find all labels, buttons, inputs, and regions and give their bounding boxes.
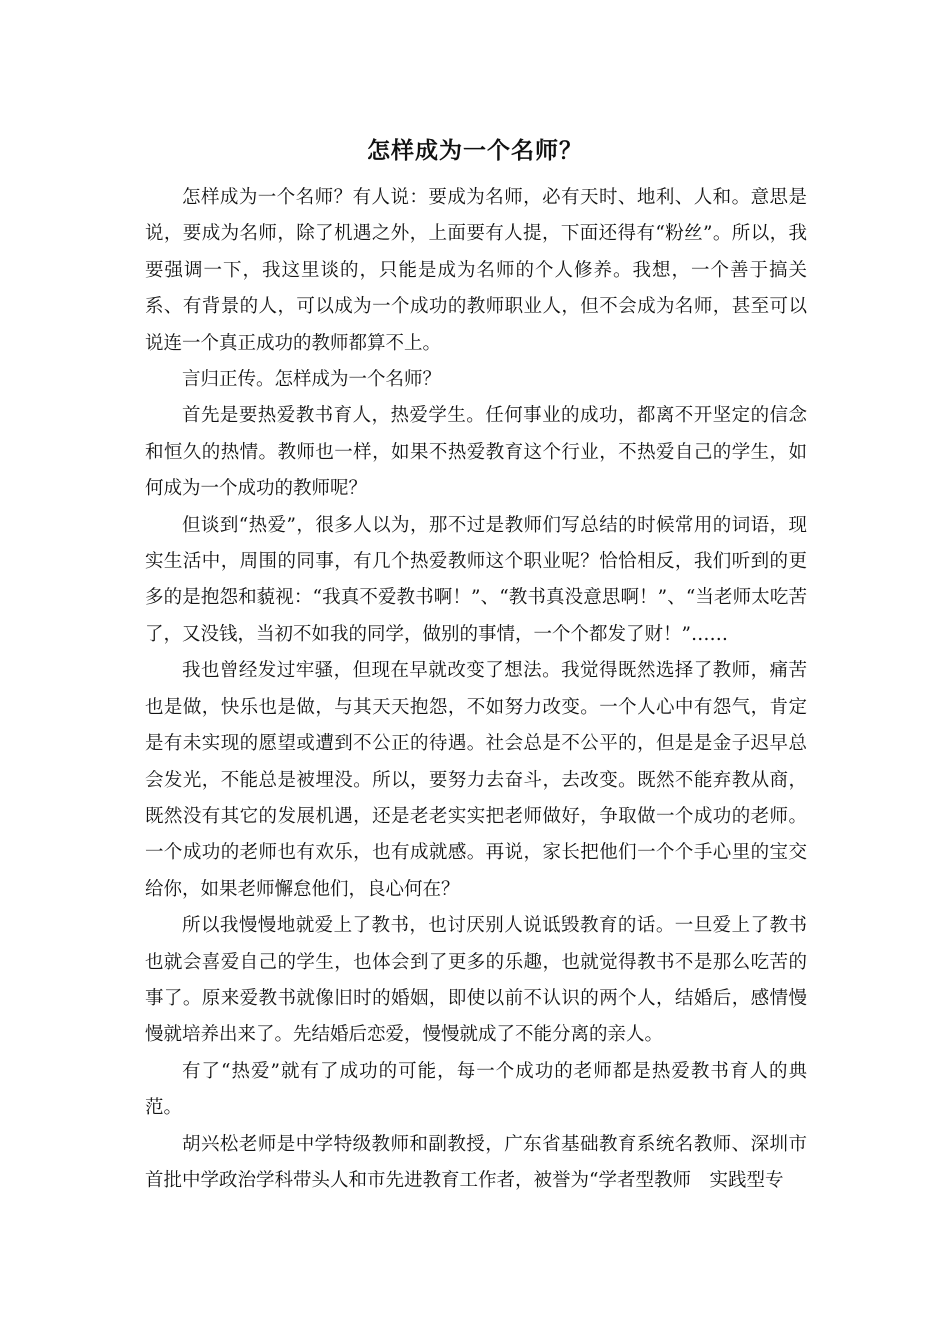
paragraph: 胡兴松老师是中学特级教师和副教授，广东省基础教育系统名教师、深圳市首批中学政治学科带头人和市先进教育工作者，被誉为“学者型教师 实践型专: [145, 1133, 807, 1191]
document-title: 怎样成为一个名师？: [367, 137, 583, 164]
paragraph: 怎样成为一个名师？有人说：要成为名师，必有天时、地利、人和。意思是说，要成为名师，除了机遇之外，上面要有人提，下面还得有“粉丝”。所以，我要强调一下，我这里谈的，只能是成为名师的个人修养。我想，一个善于搞关系、有背景的人，可以成为一个成功的教师职业人，但不会成为名师，甚至可以说连一个真正成功的教师都算不上。: [145, 187, 807, 354]
document-body: [145, 180, 807, 1199]
paragraph: 有了“热爱”就有了成功的可能，每一个成功的老师都是热爱教书育人的典范。: [145, 1060, 807, 1119]
paragraph: 首先是要热爱教书育人，热爱学生。任何事业的成功，都离不开坚定的信念和恒久的热情。教师也一样，如果不热爱教育这个行业，不热爱自己的学生，如何成为一个成功的教师呢？: [145, 405, 807, 500]
paragraph: 所以我慢慢地就爱上了教书，也讨厌别人说诋毁教育的话。一旦爱上了教书也就会喜爱自己的学生，也体会到了更多的乐趣，也就觉得教书不是那么吃苦的事了。原来爱教书就像旧时的婚姻，即使以前不认识的两个人，结婚后，感情慢慢就培养出来了。先结婚后恋爱，慢慢就成了不能分离的亲人。: [145, 915, 807, 1046]
paragraph: 我也曾经发过牢骚，但现在早就改变了想法。我觉得既然选择了教师，痛苦也是做，快乐也是做，与其天天抱怨，不如努力改变。一个人心中有怨气，肯定是有未实现的愿望或遭到不公正的待遇。社会总是不公平的，但是是金子迟早总会发光，不能总是被埋没。所以，要努力去奋斗，去改变。既然不能弃教从商，既然没有其它的发展机遇，还是老老实实把老师做好，争取做一个成功的老师。一个成功的老师也有欢乐，也有成就感。再说，家长把他们一个个手心里的宝交给你，如果老师懈怠他们，良心何在？: [145, 660, 807, 900]
paragraph: 但谈到“热爱”，很多人以为，那不过是教师们写总结的时候常用的词语，现实生活中，周围的同事，有几个热爱教师这个职业呢？恰恰相反，我们听到的更多的是抱怨和藐视：“我真不爱教书啊！”、“教书真没意思啊！”、“当老师太吃苦了，又没钱，当初不如我的同学，做别的事情，一个个都发了财！”……: [145, 514, 807, 645]
paragraph: 言归正传。怎样成为一个名师？: [182, 369, 442, 391]
